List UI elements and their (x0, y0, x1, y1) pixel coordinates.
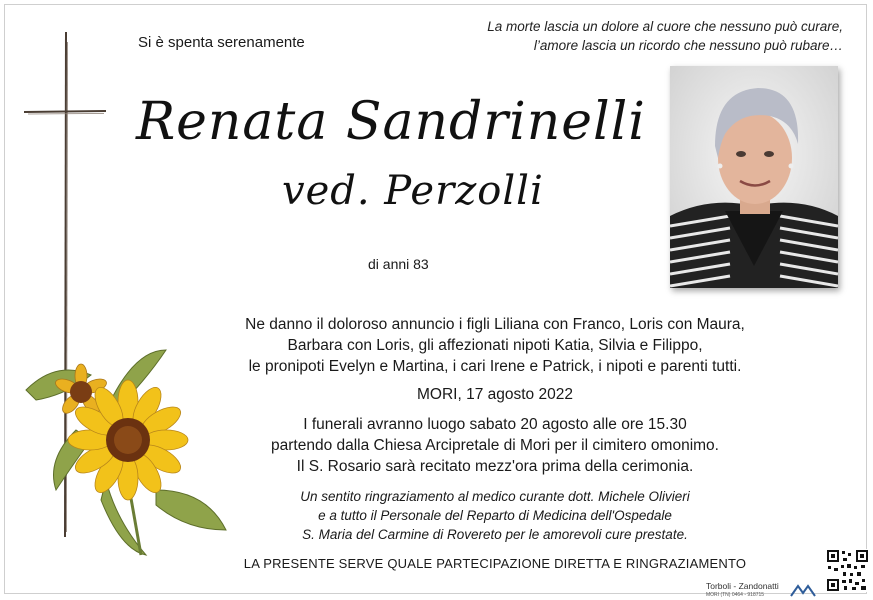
dateline: MORI, 17 agosto 2022 (417, 386, 573, 403)
brand-contact: MORI (TN) 0464 - 918715 (706, 592, 765, 598)
quote-line: La morte lascia un dolore al cuore che nessuno può curare, (487, 19, 843, 34)
thanks-line: Un sentito ringraziamento al medico curante dott. Michele Olivieri (300, 489, 690, 504)
funeral-home-brand (706, 582, 779, 600)
qr-code-icon (826, 549, 869, 592)
brand-name: Torboli - Zandonatti (706, 581, 779, 591)
announcement-line: Barbara con Loris, gli affezionati nipoti Katia, Silvia e Filippo, (287, 337, 703, 354)
funeral-line: I funerali avranno luogo sabato 20 agosto alle ore 15.30 (303, 416, 687, 433)
footer-notice: LA PRESENTE SERVE QUALE PARTECIPAZIONE DIRETTA E RINGRAZIAMENTO (243, 556, 747, 571)
sunflower-icon (16, 340, 231, 560)
quote-line: l’amore lascia un ricordo che nessuno può rubare… (533, 38, 843, 53)
thanks-line: e a tutto il Personale del Reparto di Medicina dell'Ospedale (318, 508, 672, 523)
deceased-name: Renata Sandrinelli (136, 92, 646, 152)
funeral-home-logo-icon (790, 584, 816, 598)
quote (423, 17, 843, 55)
funeral-details (200, 414, 790, 477)
announcement-line: Ne danno il doloroso annuncio i figli Liliana con Franco, Loris con Maura, (245, 316, 745, 333)
announcement (200, 314, 790, 377)
funeral-line: Il S. Rosario sarà recitato mezz'ora prima della cerimonia. (296, 458, 694, 475)
portrait-photo (670, 66, 838, 288)
funeral-line: partendo dalla Chiesa Arcipretale di Mori per il cimitero omonimo. (271, 437, 719, 454)
announcement-line: le pronipoti Evelyn e Martina, i cari Irene e Patrick, i nipoti e parenti tutti. (248, 358, 742, 375)
age: di anni 83 (368, 256, 429, 272)
thanks (200, 487, 790, 544)
thanks-line: S. Maria del Carmine di Rovereto per le amorevoli cure prestate. (302, 527, 688, 542)
deceased-married-name: ved. Perzolli (282, 168, 544, 214)
intro-text: Si è spenta serenamente (138, 34, 305, 51)
